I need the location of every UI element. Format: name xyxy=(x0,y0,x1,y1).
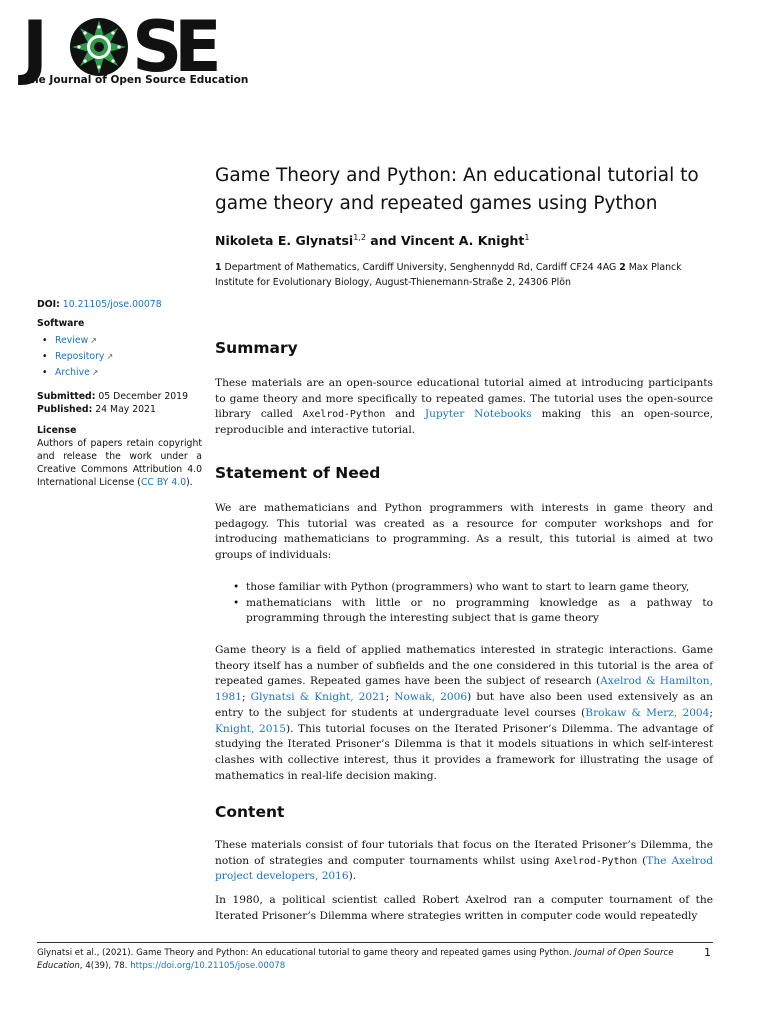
author-conjunction: and xyxy=(370,233,397,248)
citation-link[interactable]: Axelrod & Hamilton, 1981 xyxy=(215,675,713,704)
author-affiliation-marker: 1 xyxy=(524,232,530,242)
author-name: Nikoleta E. Glynatsi xyxy=(215,233,354,248)
license-end: ). xyxy=(186,477,193,488)
jupyter-link[interactable]: Jupyter Notebooks xyxy=(424,408,532,421)
citation-link[interactable]: Knight, 2015 xyxy=(215,722,286,735)
published-label: Published: xyxy=(37,404,93,415)
affiliation-text: Max Planck Institute for Evolutionary Biology, August-Thienemann-Straße 2, 24306 Plön xyxy=(215,262,682,288)
text-run: ( xyxy=(637,854,647,867)
page-number: 1 xyxy=(704,946,711,959)
citation-link[interactable]: Brokaw & Merz, 2004 xyxy=(585,706,710,719)
audience-list xyxy=(232,580,713,627)
text-run: , 4(39), 78. xyxy=(79,960,131,971)
author-list xyxy=(215,233,530,248)
text-run: ). This tutorial focuses on the Iterated Prisoner’s Dilemma. The advantage of studying the Iterated Prisoner’s Dilemma is that it models situations in which self-interest clashes with collective interest, thus it provides a framework for illustrating the usage of mathematics in real-life decision making. xyxy=(215,722,713,782)
doi-link[interactable]: 10.21105/jose.00078 xyxy=(62,299,162,310)
need-heading: Statement of Need xyxy=(215,464,381,482)
text-run: These materials consist of four tutorials that focus on the Iterated Prisoner’s Dilemma, the notion of strategies and computer tournaments whilst using xyxy=(215,839,713,867)
text-run: Glynatsi et al., (2021). Game Theory and Python: An educational tutorial to game theory and repeated games using Python. xyxy=(37,948,575,958)
doi-label: DOI: xyxy=(37,299,60,310)
citation-link[interactable]: The Axelrod project developers, 2016 xyxy=(215,854,713,883)
inline-code: Axelrod-Python xyxy=(302,409,386,421)
list-item xyxy=(55,365,202,381)
published-date: 24 May 2021 xyxy=(95,404,156,415)
list-item: • those familiar with Python (programmers) who want to start to learn game theory, xyxy=(232,580,713,596)
paper-title: Game Theory and Python: An educational tutorial to game theory and repeated games using Python xyxy=(215,165,699,214)
list-item xyxy=(55,349,202,365)
journal-name: Journal of Open Source Education xyxy=(37,948,674,971)
footer-doi-link[interactable]: https://doi.org/10.21105/jose.00078 xyxy=(130,960,286,971)
text-run: ; xyxy=(241,691,251,704)
author-name: Vincent A. Knight xyxy=(400,233,525,248)
text-run: ; xyxy=(385,691,395,704)
published-row xyxy=(37,403,202,416)
doi-row xyxy=(37,298,202,311)
text-run: Game theory is a field of applied mathematics interested in strategic interactions. Game theory itself has a number of subfields and the one considered in this tutorial is the area of repeated games. Repeated games have been the subject of research ( xyxy=(215,644,713,688)
citation-link[interactable]: Glynatsi & Knight, 2021 xyxy=(250,691,386,704)
review-link[interactable]: Review xyxy=(55,335,89,346)
text-run: ). xyxy=(348,870,357,883)
external-link-icon: ↗ xyxy=(106,352,114,361)
text-run: and xyxy=(385,408,425,421)
list-item: • mathematicians with little or no programming knowledge as a pathway to programming through the interesting subject that is game theory xyxy=(232,596,713,627)
author-affiliation-marker: 1,2 xyxy=(353,232,366,242)
submitted-label: Submitted: xyxy=(37,391,96,402)
logo-letter-e: E xyxy=(174,6,221,88)
gear-emblem-icon xyxy=(68,16,130,78)
license-title: License xyxy=(37,425,77,436)
affiliation-number: 2 xyxy=(619,262,626,273)
axelrod-paragraph: In 1980, a political scientist called Robert Axelrod ran a computer tournament of the Iterated Prisoner’s Dilemma where strategies written in computer code would repeatedly xyxy=(215,894,713,922)
text-run: ) but have also been used extensively as an entry to the subject for students at undergraduate level courses ( xyxy=(215,691,713,719)
license-body: Authors of papers retain copyright and release the work under a Creative Commons Attribution 4.0 International License ( xyxy=(37,438,202,488)
footer-citation xyxy=(37,947,687,972)
content-heading: Content xyxy=(215,803,285,821)
dates xyxy=(37,390,202,416)
journal-logo xyxy=(22,6,249,92)
text-run: making this an open-source, reproducible and interactive tutorial. xyxy=(215,408,713,437)
game-theory-paragraph xyxy=(215,643,713,784)
affiliations xyxy=(215,261,715,290)
cc-by-link[interactable]: CC BY 4.0 xyxy=(140,477,187,488)
text-run: These materials are an open-source educational tutorial aimed at introducing participants to game theory and more specifically to repeated games. The tutorial uses the open-source library called xyxy=(215,377,713,421)
archive-link[interactable]: Archive xyxy=(55,367,90,378)
affiliation-text: Department of Mathematics, Cardiff University, Senghennydd Rd, Cardiff CF24 4AG xyxy=(224,262,617,273)
need-paragraph: We are mathematicians and Python programmers with interests in game theory and pedagogy. This tutorial was created as a resource for computer workshops and for introducing mathematicians to programming. As a result, this tutorial is aimed at two groups of individuals: xyxy=(215,502,713,562)
citation-link[interactable]: Nowak, 2006 xyxy=(394,691,468,704)
journal-tagline: The Journal of Open Source Education xyxy=(24,74,249,86)
software-links xyxy=(37,333,202,381)
metadata-sidebar xyxy=(37,298,202,489)
repository-link[interactable]: Repository xyxy=(55,351,105,362)
submitted-row xyxy=(37,390,202,403)
footer-divider xyxy=(37,942,713,943)
inline-code: Axelrod-Python xyxy=(554,855,638,867)
content-paragraph xyxy=(215,838,713,885)
software-title: Software xyxy=(37,318,85,329)
summary-paragraph xyxy=(215,376,713,439)
affiliation-number: 1 xyxy=(215,262,222,273)
logo-letter-j: J xyxy=(22,6,48,88)
license-text xyxy=(37,437,202,489)
external-link-icon: ↗ xyxy=(90,336,97,345)
external-link-icon: ↗ xyxy=(91,368,99,377)
text-run: ; xyxy=(709,706,713,719)
list-item xyxy=(55,333,202,349)
logo-letter-s: S xyxy=(132,6,182,88)
summary-heading: Summary xyxy=(215,339,298,357)
submitted-date: 05 December 2019 xyxy=(98,391,189,402)
